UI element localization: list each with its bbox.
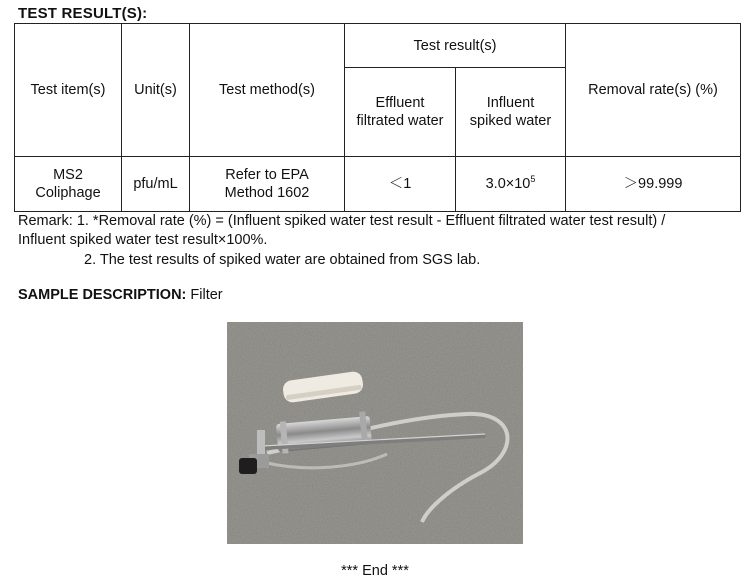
filter-photo <box>227 322 523 544</box>
header-removal-rate: Removal rate(s) (%) <box>566 24 741 157</box>
table-row <box>15 157 741 212</box>
cell-method-line2: Method 1602 <box>224 185 310 201</box>
remark-line3: 2. The test results of spiked water are obtained from SGS lab. <box>84 252 481 268</box>
header-test-result: Test result(s) <box>345 24 566 68</box>
sample-label: SAMPLE DESCRIPTION: <box>18 287 187 303</box>
sample-value: Filter <box>190 287 223 303</box>
influent-base: 3.0×10 <box>485 176 531 192</box>
end-marker: *** End *** <box>341 563 409 579</box>
header-influent-line1: Influent <box>486 95 535 111</box>
section-heading: TEST RESULT(S): <box>18 5 148 22</box>
cell-influent <box>456 157 566 212</box>
cell-test-method <box>190 157 345 212</box>
header-influent-line2: spiked water <box>469 113 552 129</box>
header-influent <box>456 68 566 157</box>
cell-item-line2: Coliphage <box>35 185 101 201</box>
cell-unit: pfu/mL <box>122 157 190 212</box>
granite-surface <box>227 322 523 544</box>
header-effluent <box>345 68 456 157</box>
header-unit: Unit(s) <box>122 24 190 157</box>
cell-test-item <box>15 157 122 212</box>
cell-effluent: ＜1 <box>345 157 456 212</box>
remark-line1: Remark: 1. *Removal rate (%) = (Influent spiked water test result - Effluent filtrated water test result) / <box>18 213 666 229</box>
header-test-method: Test method(s) <box>190 24 345 157</box>
remark <box>18 212 748 250</box>
header-effluent-line2: filtrated water <box>356 113 444 129</box>
cell-removal: ＞99.999 <box>566 157 741 212</box>
influent-exponent: 5 <box>530 174 536 185</box>
remark-line2: Influent spiked water test result×100%. <box>18 232 268 248</box>
sample-description <box>18 287 223 303</box>
cell-method-line1: Refer to EPA <box>225 167 309 183</box>
header-test-item: Test item(s) <box>15 24 122 157</box>
header-effluent-line1: Effluent <box>375 95 425 111</box>
test-results-table <box>14 23 741 212</box>
cell-item-line1: MS2 <box>53 167 83 183</box>
